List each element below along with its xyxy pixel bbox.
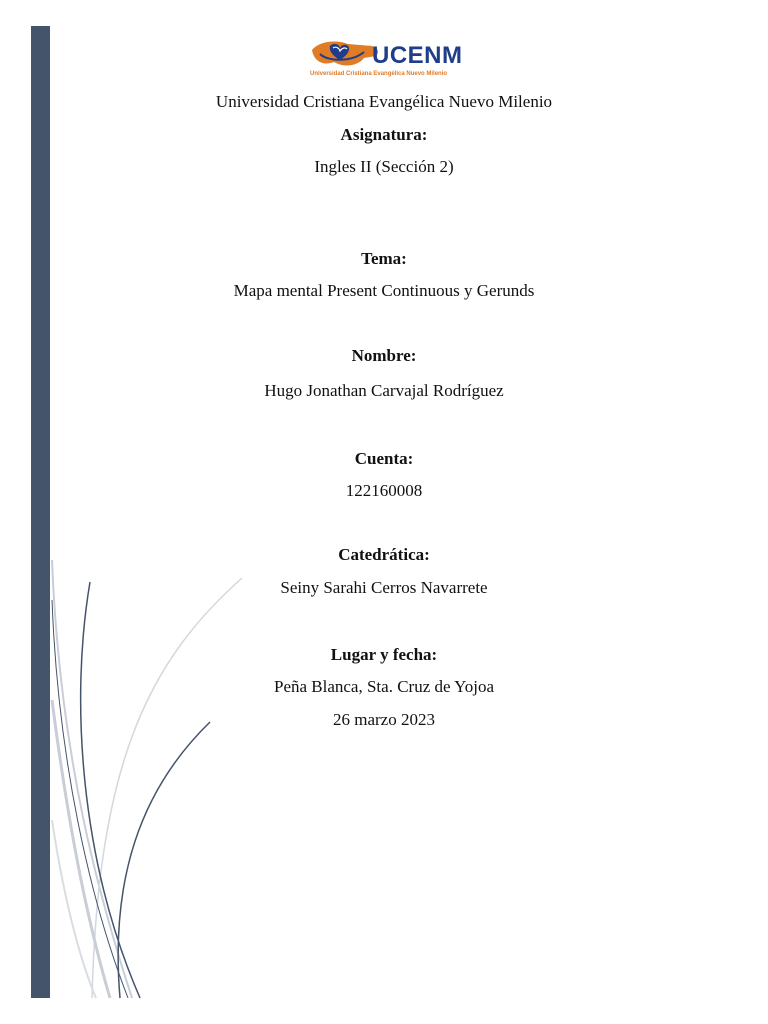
asignatura-value: Ingles II (Sección 2) <box>314 157 454 176</box>
catedratica-value: Seiny Sarahi Cerros Navarrete <box>280 578 488 597</box>
logo-subtitle: Universidad Cristiana Evangélica Nuevo Milenio <box>310 71 448 77</box>
logo-wordmark: UCENM <box>372 42 463 69</box>
ucenm-logo-icon <box>308 36 382 76</box>
nombre-value: Hugo Jonathan Carvajal Rodríguez <box>264 381 504 400</box>
university-name: Universidad Cristiana Evangélica Nuevo Milenio <box>215 92 553 111</box>
cuenta-label: Cuenta: <box>354 449 414 468</box>
asignatura-label: Asignatura: <box>340 125 428 144</box>
swoosh-light-2 <box>92 578 242 998</box>
swoosh-light-4 <box>52 820 96 998</box>
swoosh-light-1 <box>52 560 132 998</box>
nombre-label: Nombre: <box>351 346 417 365</box>
swoosh-light-3 <box>52 700 110 998</box>
fecha-value: 26 marzo 2023 <box>333 710 435 729</box>
university-logo <box>308 36 468 84</box>
cuenta-value: 122160008 <box>345 481 423 500</box>
lugar-value: Peña Blanca, Sta. Cruz de Yojoa <box>273 677 495 696</box>
lugar-fecha-label: Lugar y fecha: <box>330 645 438 664</box>
swoosh-dark-2 <box>118 722 210 998</box>
catedratica-label: Catedrática: <box>338 545 430 564</box>
tema-label: Tema: <box>361 249 407 268</box>
tema-value: Mapa mental Present Continuous y Gerunds <box>233 281 535 300</box>
